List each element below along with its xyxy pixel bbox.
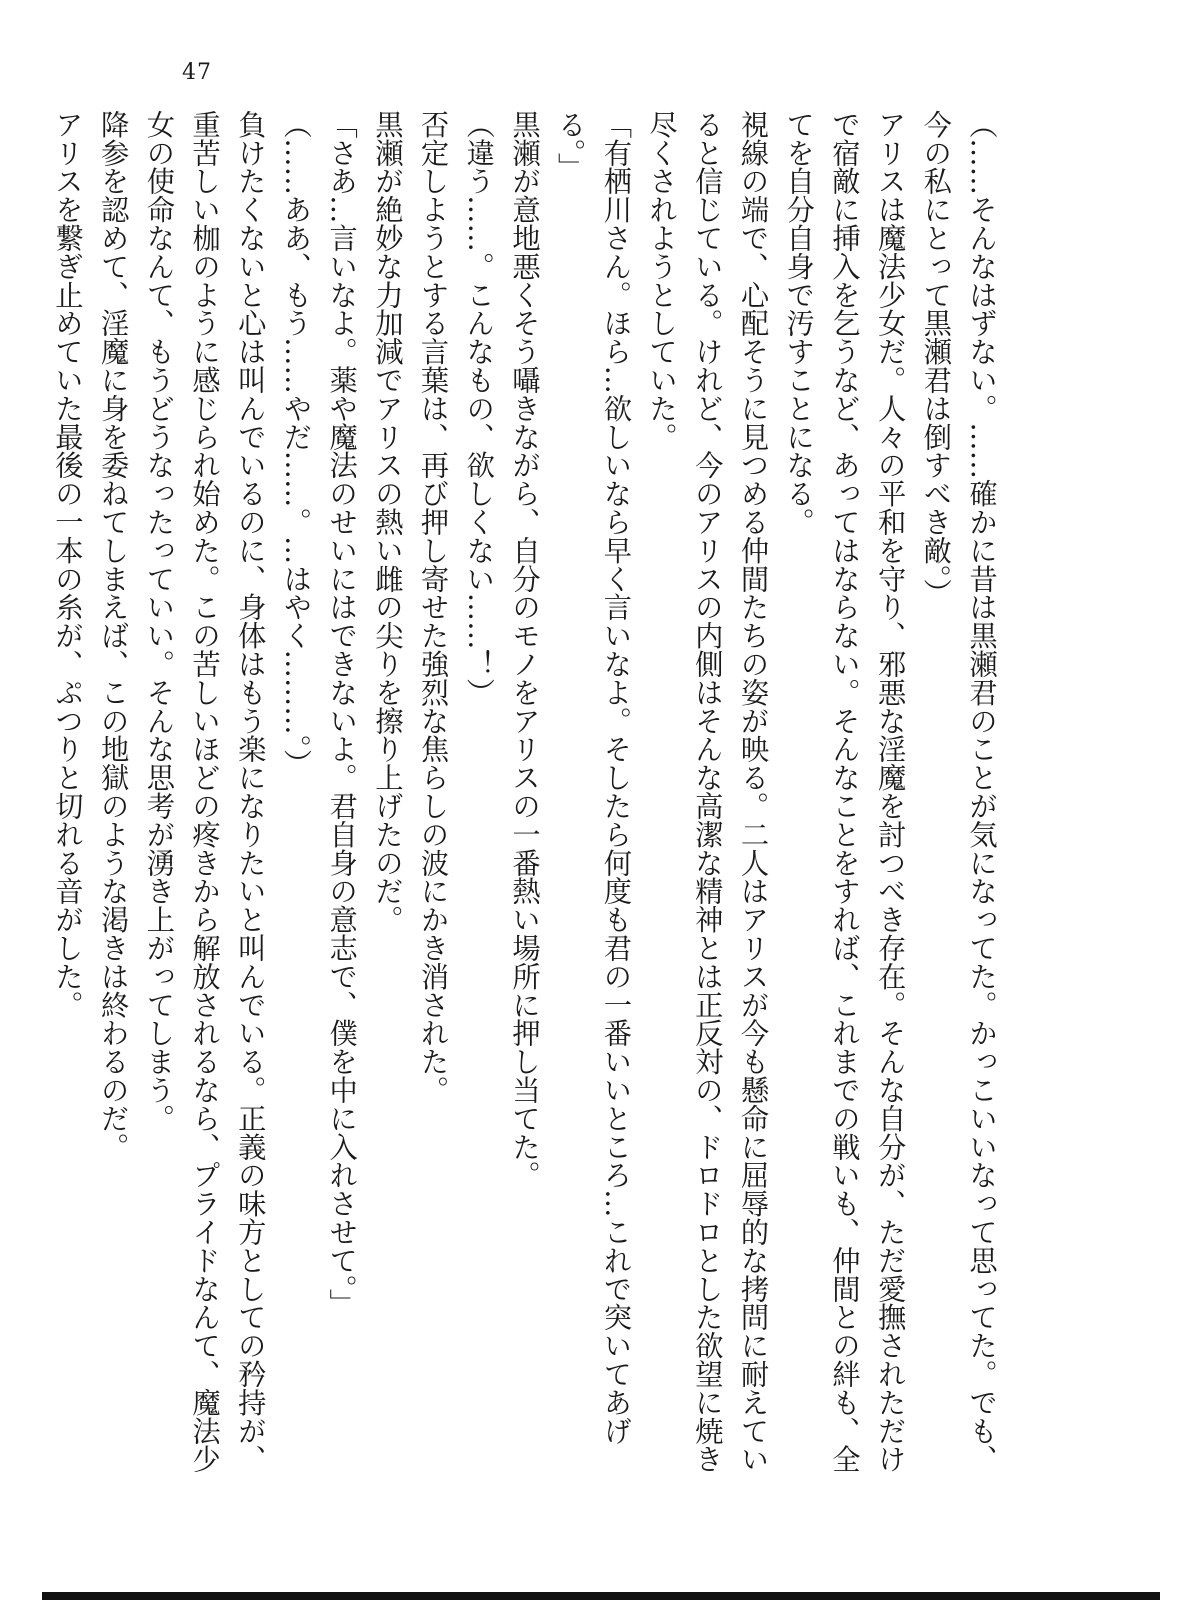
dialogue-paragraph: 「有栖川さん。ほら…欲しいなら早く言いなよ。そしたら何度も君の一番いいところ…これで突いてあげる。」 — [553, 110, 633, 1445]
paragraph: 負けたくないと心は叫んでいるのに、身体はもう楽になりたいと叫んでいる。正義の味方としての矜持が、重苦しい枷のように感じられ始めた。この苦しいほどの疼きから解放されるなら、プライドなんて、魔法少女の使命なんて、もうどうなったっていい。そんな思考が湧き上がってしまう。 — [142, 110, 267, 1474]
thought-paragraph: （違う……。こんなもの、欲しくない……！） — [462, 110, 496, 707]
paragraph: アリスを繋ぎ止めていた最後の一本の糸が、ぷつりと切れる音がした。 — [50, 110, 84, 1019]
thought-paragraph: （……ああ、もう……やだ……。…はやく………。） — [279, 110, 313, 778]
bottom-rule — [42, 1592, 1160, 1600]
page-number: 47 — [182, 60, 212, 85]
body-text — [44, 110, 1004, 1490]
paragraph: 否定しようとする言葉は、再び押し寄せた強烈な焦らしの波にかき消された。 — [416, 110, 450, 1104]
paragraph: 黒瀬が絶妙な力加減でアリスの熱い雌の尖りを擦り上げたのだ。 — [370, 110, 404, 934]
paragraph: アリスは魔法少女だ。人々の平和を守り、邪悪な淫魔を討つべき存在。そんな自分が、ただ愛撫されただけで宿敵に挿入を乞うなど、あってはならない。そんなことをすれば、これまでの戦いも、仲間との絆も、全てを自分自身で汚すことになる。 — [782, 110, 907, 1474]
dialogue-paragraph: 「さあ…言いなよ。薬や魔法のせいにはできないよ。君自身の意志で、僕を中に入れさせて。」 — [325, 110, 359, 1318]
paragraph: （……そんなはずない。……確かに昔は黒瀬君のことが気になってた。かっこいいなって思ってた。でも、今の私にとって黒瀬君は倒すべき敵。） — [919, 110, 998, 1474]
paragraph: 降参を認めて、淫魔に身を委ねてしまえば、この地獄のような渇きは終わるのだ。 — [96, 110, 130, 1161]
paragraph: 黒瀬が意地悪くそう囁きながら、自分のモノをアリスの一番熱い場所に押し当てた。 — [507, 110, 541, 1190]
paragraph: 視線の端で、心配そうに見つめる仲間たちの姿が映る。二人はアリスが今も懸命に屈辱的な拷問に耐えていると信じている。けれど、今のアリスの内側はそんな高潔な精神とは正反対の、ドロドロとした欲望に焼き尽くされようとしていた。 — [645, 110, 770, 1474]
